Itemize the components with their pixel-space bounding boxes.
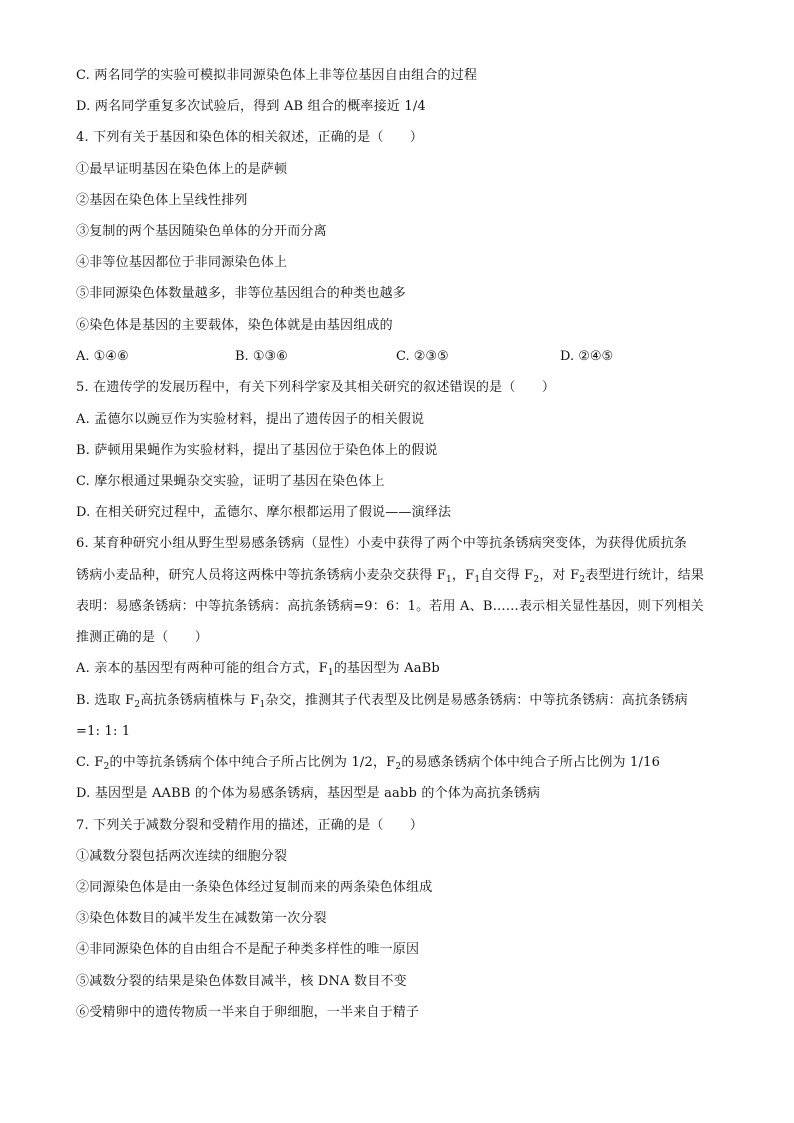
q4-option-b: B. ①③⑥ <box>235 349 288 364</box>
q4-option-d: D. ②④⑤ <box>560 349 614 364</box>
q4-option-a: A. ①④⑥ <box>76 349 129 364</box>
q6-stem-line-1: 6. 某育种研究小组从野生型易感条锈病（显性）小麦中获得了两个中等抗条锈病突变体，为获得优质抗条 <box>76 536 688 551</box>
q4-option-c: C. ②③⑤ <box>396 349 449 364</box>
q5-option-d: D. 在相关研究过程中，孟德尔、摩尔根都运用了假说——演绎法 <box>76 505 452 520</box>
q4-statement-5: ⑤非同源染色体数量越多，非等位基因组合的种类也越多 <box>76 286 407 301</box>
q4-statement-1: ①最早证明基因在染色体上的是萨顿 <box>76 162 288 177</box>
q7-statement-2: ②同源染色体是由一条染色体经过复制而来的两条染色体组成 <box>76 880 433 895</box>
q7-statement-6: ⑥受精卵中的遗传物质一半来自于卵细胞，一半来自于精子 <box>76 1005 420 1020</box>
q3-option-c: C. 两名同学的实验可模拟非同源染色体上非等位基因自由组合的过程 <box>76 68 478 83</box>
q6-stem-line-3: 表明：易感条锈病：中等抗条锈病：高抗条锈病=9：6：1。若用 A、B……表示相关显性基因，则下列相关 <box>76 599 704 614</box>
q6-option-c: C. $F_2$的中等抗条锈病个体中纯合子所占比例为 1/2，$F_2$的易感条锈病个体中纯合子所占比例为 1/16 <box>76 755 661 772</box>
q5-option-c: C. 摩尔根通过果蝇杂交实验，证明了基因在染色体上 <box>76 474 385 489</box>
q4-stem: 4. 下列有关于基因和染色体的相关叙述，正确的是（ ） <box>76 130 424 145</box>
q7-statement-4: ④非同源染色体的自由组合不是配子种类多样性的唯一原因 <box>76 942 420 957</box>
q4-statement-4: ④非等位基因都位于非同源染色体上 <box>76 255 288 270</box>
q7-stem: 7. 下列关于减数分裂和受精作用的描述，正确的是（ ） <box>76 818 424 833</box>
q7-statement-3: ③染色体数目的减半发生在减数第一次分裂 <box>76 911 327 926</box>
q6-stem-line-2: 锈病小麦品种，研究人员将这两株中等抗条锈病小麦杂交获得 $F_1$，$F_1$自交得 $F_2$，对 $F_2$表型进行统计，结果 <box>76 568 705 585</box>
q6-option-d: D. 基因型是 AABB 的个体为易感条锈病，基因型是 aabb 的个体为高抗条锈病 <box>76 786 541 801</box>
q6-option-a: A. 亲本的基因型有两种可能的组合方式，$F_1$的基因型为 AaBb <box>76 661 440 678</box>
q4-statement-3: ③复制的两个基因随染色单体的分开而分离 <box>76 224 327 239</box>
q4-statement-2: ②基因在染色体上呈线性排列 <box>76 193 248 208</box>
q5-option-a: A. 孟德尔以豌豆作为实验材料，提出了遗传因子的相关假说 <box>76 412 425 427</box>
q6-stem-line-4: 推测正确的是（ ） <box>76 630 209 645</box>
q7-statement-5: ⑤减数分裂的结果是染色体数目减半，核 DNA 数目不变 <box>76 974 407 989</box>
q6-option-b-cont: =1: 1: 1 <box>76 724 131 739</box>
q7-statement-1: ①减数分裂包括两次连续的细胞分裂 <box>76 849 288 864</box>
q3-option-d: D. 两名同学重复多次试验后，得到 AB 组合的概率接近 1/4 <box>76 99 426 114</box>
q5-stem: 5. 在遗传学的发展历程中，有关下列科学家及其相关研究的叙述错误的是（ ） <box>76 380 556 395</box>
q4-statement-6: ⑥染色体是基因的主要载体，染色体就是由基因组成的 <box>76 318 393 333</box>
q6-option-b: B. 选取 $F_2$高抗条锈病植株与 $F_1$杂交，推测其子代表型及比例是易感条锈病：中等抗条锈病：高抗条锈病 <box>76 693 688 710</box>
q5-option-b: B. 萨顿用果蝇作为实验材料，提出了基因位于染色体上的假说 <box>76 443 438 458</box>
q4-options <box>76 348 736 366</box>
